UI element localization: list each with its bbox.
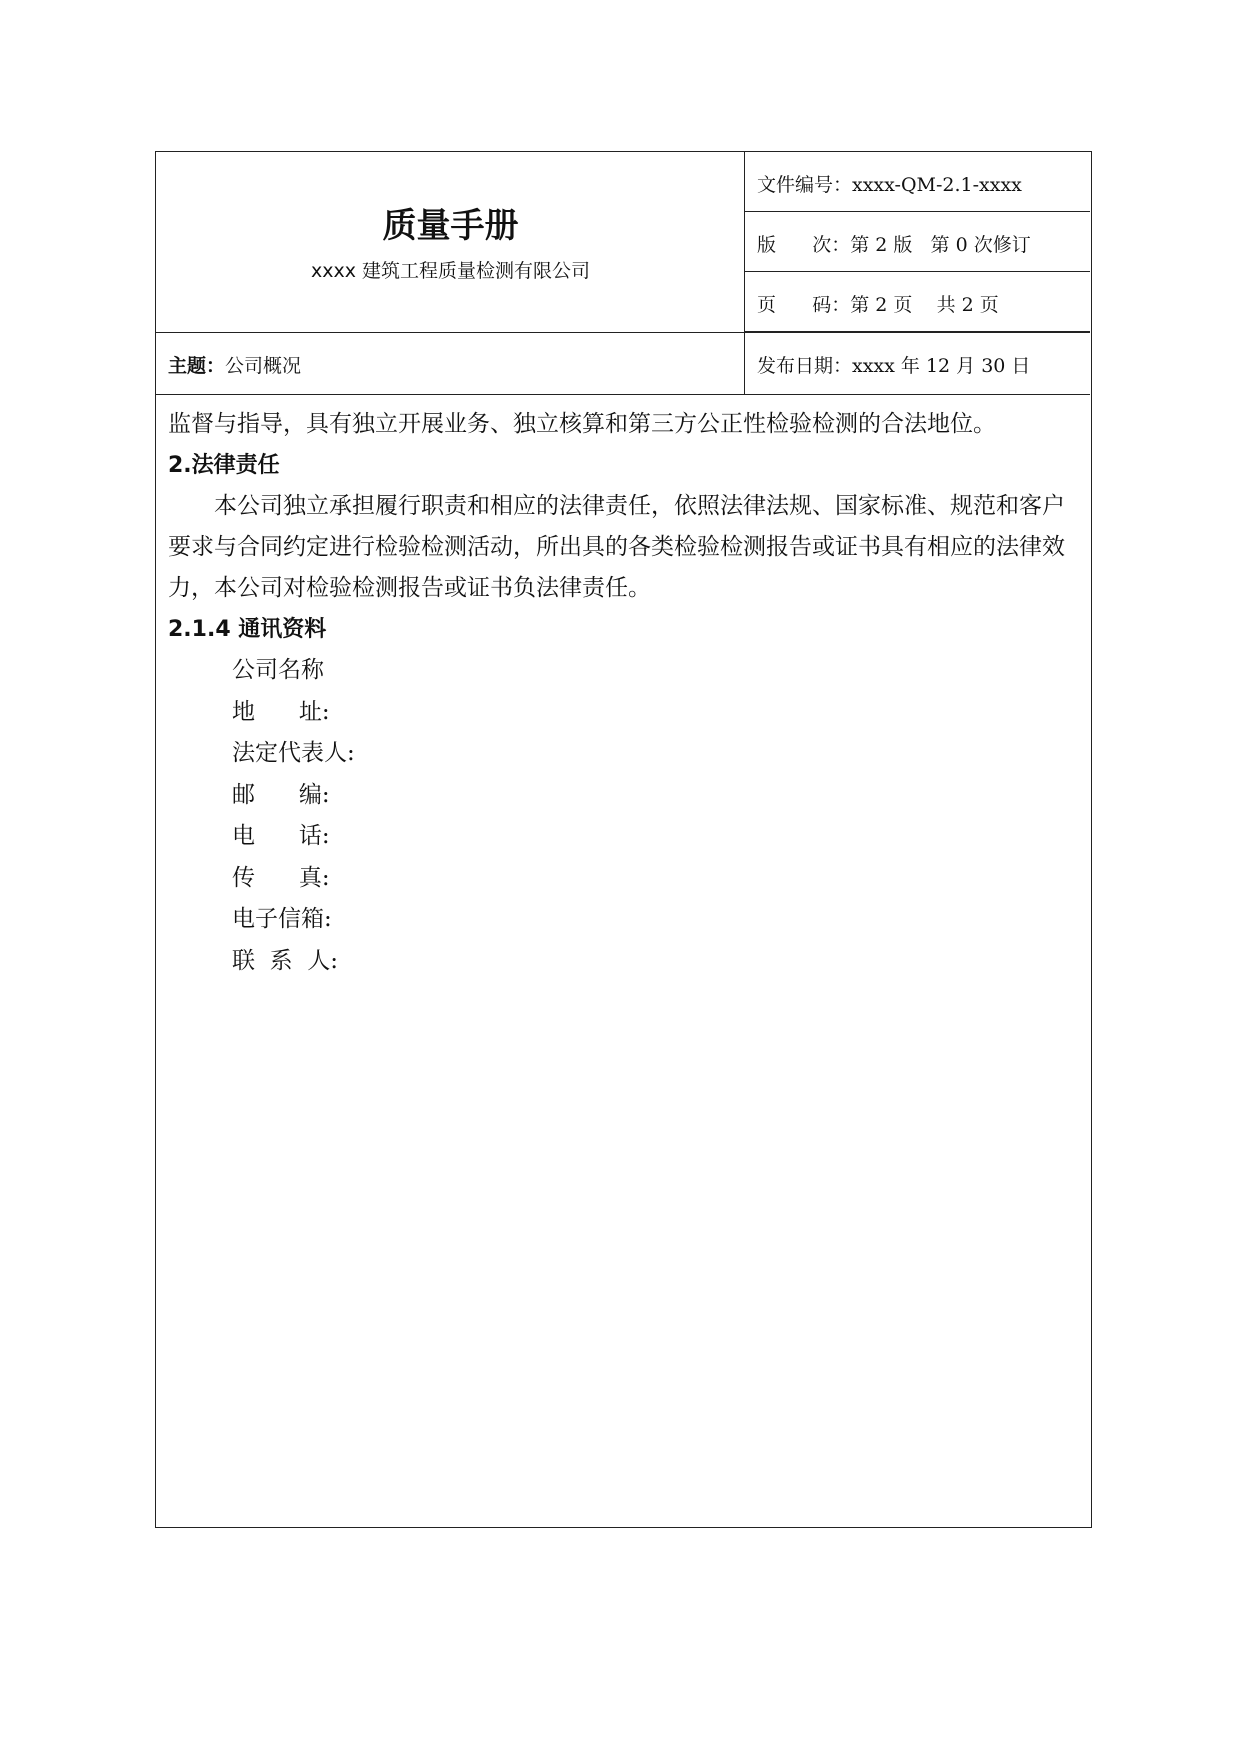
contact-fax: 传 真: [232, 864, 330, 891]
contact-person: 联 系 人: [232, 947, 338, 974]
contact-postcode: 邮 编: [232, 781, 330, 808]
page-number: 页 码：第 2 页 共 2 页 [757, 294, 999, 316]
contact-email: 电子信箱: [232, 906, 332, 932]
document-frame [155, 151, 1092, 1528]
company-name: xxxx 建筑工程质量检测有限公司 [310, 260, 591, 282]
subject-label: 主题： [168, 355, 226, 377]
contact-address: 地 址: [232, 698, 330, 725]
subject-cell [156, 332, 745, 394]
document-header [156, 152, 1090, 395]
contact-company-name: 公司名称 [232, 657, 324, 683]
contact-legal-rep: 法定代表人: [232, 740, 355, 766]
contact-phone: 电 话: [232, 823, 330, 849]
page-row [745, 272, 1090, 332]
heading-contact-info: 2.1.4 通讯资料 [168, 617, 327, 642]
header-meta [745, 152, 1090, 394]
heading-legal-responsibility: 2.法律责任 [168, 453, 280, 478]
document-title: 质量手册 [382, 206, 519, 246]
doc-number-row [745, 152, 1090, 212]
document-body [168, 404, 1080, 982]
edition: 版 次：第 2 版 第 0 次修订 [757, 234, 1031, 256]
doc-number: 文件编号：xxxx-QM-2.1-xxxx [757, 174, 1022, 196]
issue-date-row [745, 332, 1090, 394]
issue-date: 发布日期：xxxx 年 12 月 30 日 [757, 355, 1031, 377]
edition-row [745, 212, 1090, 272]
subject-value: 公司概况 [225, 355, 302, 377]
paragraph-legal: 本公司独立承担履行职责和相应的法律责任，依照法律法规、国家标准、规范和客户要求与合同约定进行检验检测活动，所出具的各类检验检测报告或证书具有相应的法律效力，本公司对检验检测报告或证书负法律责任。 [168, 493, 1065, 601]
paragraph-continued: 监督与指导，具有独立开展业务、独立核算和第三方公正性检验检测的合法地位。 [168, 411, 996, 437]
header-title-cell [156, 152, 745, 332]
